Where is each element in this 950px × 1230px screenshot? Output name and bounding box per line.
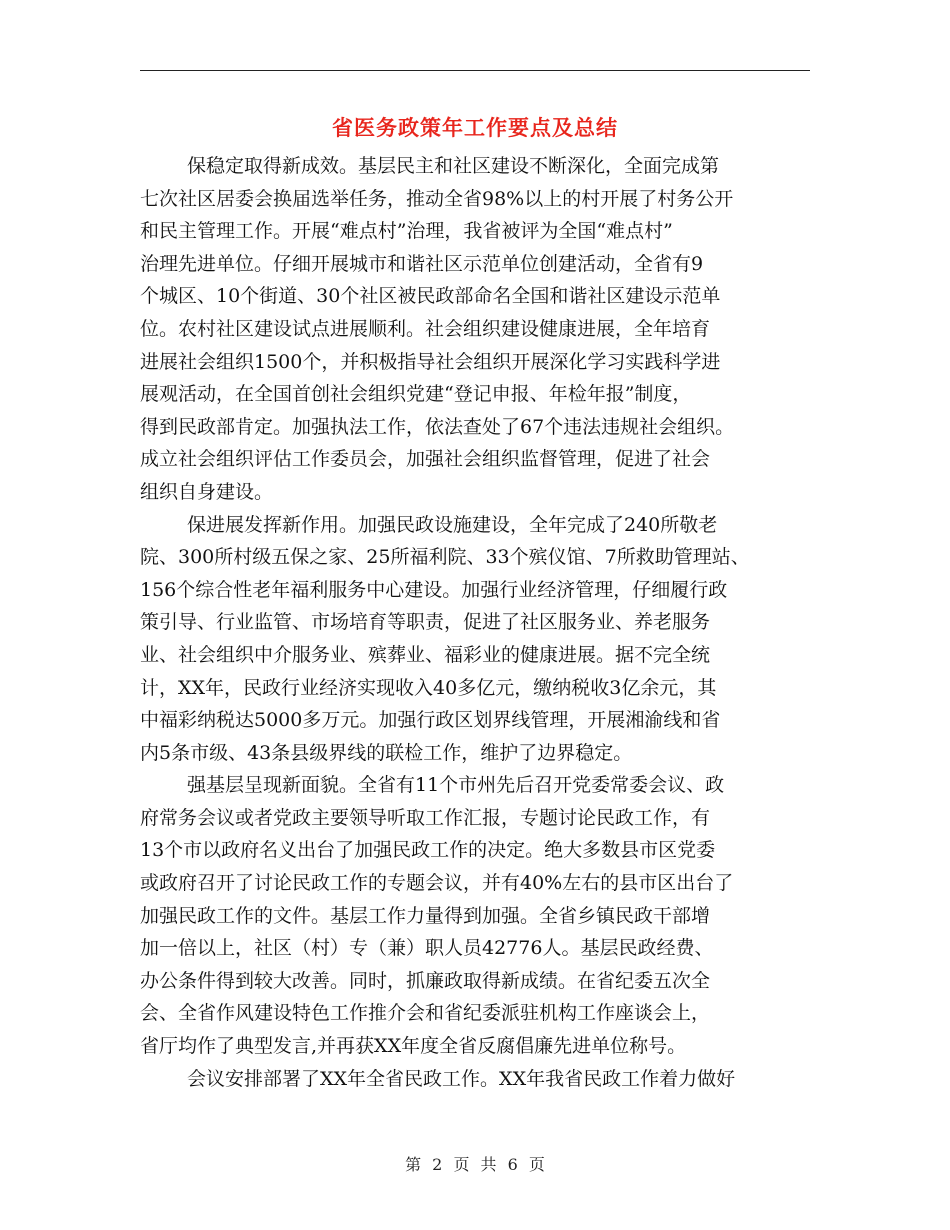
text-line: 会、全省作风建设特色工作推介会和省纪委派驻机构工作座谈会上， — [140, 1002, 711, 1025]
text-line: 内5条市级、43条县级界线的联检工作，维护了边界稳定。 — [140, 741, 633, 764]
text-line: 七次社区居委会换届选举任务，推动全省98%以上的村开展了村务公开 — [140, 187, 734, 210]
text-line: 个城区、10个街道、30个社区被民政部命名全国和谐社区建设示范单 — [140, 285, 721, 308]
text-line: 和民主管理工作。开展“难点村”治理，我省被评为全国“难点村” — [140, 220, 673, 243]
text-line: 加一倍以上，社区（村）专（兼）职人员42776人。基层民政经费、 — [140, 937, 714, 960]
document-title: 省医务政策年工作要点及总结 — [332, 116, 618, 140]
text-line: 13个市以政府名义出台了加强民政工作的决定。绝大多数县市区党委 — [140, 839, 716, 862]
document-body — [0, 150, 950, 1095]
text-line: 加强民政工作的文件。基层工作力量得到加强。全省乡镇民政干部增 — [140, 904, 711, 927]
text-line: 府常务会议或者党政主要领导听取工作汇报，专题讨论民政工作，有 — [140, 806, 711, 829]
text-line: 中福彩纳税达5000多万元。加强行政区划界线管理，开展湘渝线和省 — [140, 709, 721, 732]
text-line: 保进展发挥新作用。加强民政设施建设，全年完成了240所敬老 — [187, 513, 718, 536]
header-rule — [140, 70, 810, 71]
text-line: 省厅均作了典型发言,并再获XX年度全省反腐倡廉先进单位称号。 — [140, 1035, 687, 1058]
text-line: 保稳定取得新成效。基层民主和社区建设不断深化，全面完成第 — [187, 155, 720, 177]
text-line: 或政府召开了讨论民政工作的专题会议，并有40%左右的县市区出台了 — [140, 872, 734, 895]
text-line: 办公条件得到较大改善。同时，抓廉政取得新成绩。在省纪委五次全 — [140, 969, 711, 992]
text-line: 位。农村社区建设试点进展顺利。社会组织建设健康进展，全年培育 — [140, 317, 711, 340]
text-line: 成立社会组织评估工作委员会，加强社会组织监督管理，促进了社会 — [140, 448, 711, 471]
text-line: 计，XX年，民政行业经济实现收入40多亿元，缴纳税收3亿余元，其 — [140, 676, 717, 699]
text-line: 得到民政部肯定。加强执法工作，依法查处了67个违法违规社会组织。 — [140, 415, 735, 438]
text-line: 组织自身建设。 — [140, 480, 274, 503]
text-line: 业、社会组织中介服务业、殡葬业、福彩业的健康进展。据不完全统 — [140, 643, 711, 666]
text-line: 院、300所村级五保之家、25所福利院、33个殡仪馆、7所救助管理站、 — [140, 546, 750, 569]
text-line: 治理先进单位。仔细开展城市和谐社区示范单位创建活动，全省有9 — [140, 252, 704, 275]
page-footer: 第 2 页 共 6 页 — [405, 1155, 545, 1174]
text-line: 进展社会组织1500个，并积极指导社会组织开展深化学习实践科学进 — [140, 350, 721, 373]
text-line: 策引导、行业监管、市场培育等职责，促进了社区服务业、养老服务 — [140, 611, 711, 634]
text-line: 强基层呈现新面貌。全省有11个市州先后召开党委常委会议、政 — [187, 774, 725, 797]
text-line: 展观活动，在全国首创社会组织党建“登记申报、年检年报”制度， — [140, 383, 692, 406]
text-line: 156个综合性老年福利服务中心建设。加强行业经济管理，仔细履行政 — [140, 578, 728, 601]
text-line: 会议安排部署了XX年全省民政工作。XX年我省民政工作着力做好 — [187, 1067, 736, 1090]
